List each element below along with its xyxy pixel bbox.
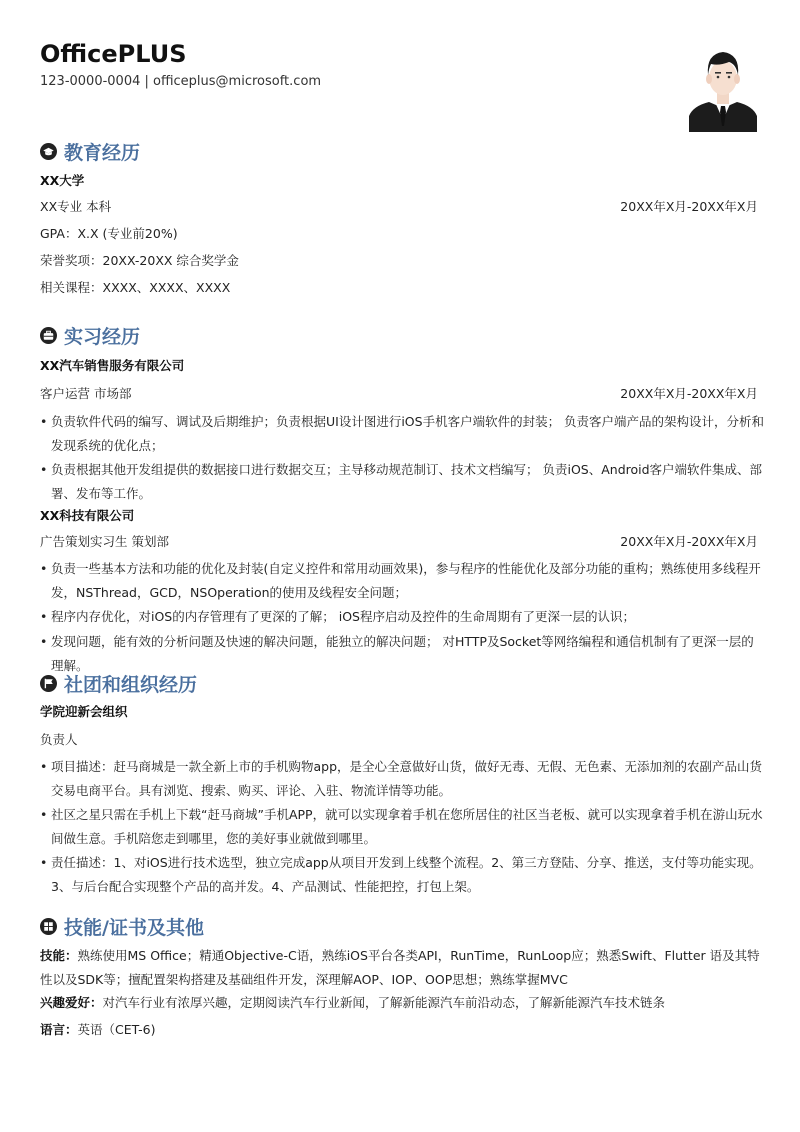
education-date: 20XX年X月-20XX年X月 [620,199,758,214]
job-role: 客户运营 市场部 [40,386,132,401]
club-role: 负责人 [40,732,78,747]
section-skills-title [40,913,204,940]
section-heading-text: 技能/证书及其他 [64,917,204,939]
section-heading-text: 实习经历 [64,326,141,348]
grid-icon [40,918,57,935]
job-date: 20XX年X月-20XX年X月 [620,386,758,401]
list-item: • 负责软件代码的编写、调试及后期维护；负责根据UI设计图进行iOS手机客户端软件的封装； 负责客户端产品的架构设计，分析和发现系统的优化点； [40,414,765,453]
honors: 荣誉奖项：20XX-20XX 综合奖学金 [40,253,239,268]
avatar-portrait-icon [689,42,757,132]
company-name: XX汽车销售服务有限公司 [40,358,185,373]
list-item: • 责任描述：1、对iOS进行技术选型，独立完成app从项目开发到上线整个流程。2、第三方登陆、分享、推送，支付等功能实现。3、与后台配合实现整个产品的高并发。4、产品测试、性能把控，打包上架。 [40,855,762,894]
courses: 相关课程：XXXX、XXXX、XXXX [40,280,231,295]
list-item: • 负责一些基本方法和功能的优化及封装(自定义控件和常用动画效果)，参与程序的性能优化及部分功能的重构；熟练使用多线程开发，NSThread，GCD，NSOperation的使用及线程安全问题； [40,561,761,600]
school-name: XX大学 [40,173,85,188]
section-club-title [40,670,197,697]
list-item: • 社区之星只需在手机上下载“赶马商城”手机APP，就可以实现拿着手机在您所居住的社区当老板、就可以实现拿着手机在游山玩水间做生意。手机陪您走到哪里，您的美好事业就做到哪里。 [40,807,763,846]
organization-name: 学院迎新会组织 [40,704,128,719]
skills-item: 技能：熟练使用MS Office；精通Objective-C语，熟练iOS平台各类API，RunTime，RunLoop应；熟悉Swift、Flutter 语及其特性以及SDK等；擅配置架构搭建及基础组件开发，深理解AOP、IOP、OOP思想；熟练掌握MVC [40,948,760,987]
section-internship-title [40,322,140,349]
list-item: • 程序内存优化，对iOS的内存管理有了更深的了解； iOS程序启动及控件的生命周期有了更深一层的认识； [40,609,635,624]
job-role: 广告策划实习生 策划部 [40,534,169,549]
candidate-name: OfficePLUS [40,40,187,68]
company-name: XX科技有限公司 [40,508,135,523]
language-item: 语言：英语（CET-6) [40,1022,156,1037]
list-item: • 发现问题，能有效的分析问题及快速的解决问题，能独立的解决问题； 对HTTP及Socket等网络编程和通信机制有了更深一层的理解。 [40,634,754,673]
section-heading-text: 社团和组织经历 [64,674,198,696]
section-heading-text: 教育经历 [64,142,141,164]
interests-item: 兴趣爱好：对汽车行业有浓厚兴趣，定期阅读汽车行业新闻，了解新能源汽车前沿动态，了解新能源汽车技术链条 [40,995,666,1010]
list-item: • 负责根据其他开发组提供的数据接口进行数据交互；主导移动规范制订、技术文档编写； 负责iOS、Android客户端软件集成、部署、发布等工作。 [40,462,763,501]
section-education-title [40,138,140,165]
avatar [689,42,757,132]
major: XX专业 本科 [40,199,112,214]
contact-info: 123-0000-0004 | officeplus@microsoft.com [40,74,322,89]
gpa: GPA：X.X (专业前20%) [40,226,178,241]
job-date: 20XX年X月-20XX年X月 [620,534,758,549]
list-item: • 项目描述：赶马商城是一款全新上市的手机购物app，是全心全意做好山货，做好无毒、无假、无色素、无添加剂的农副产品山货交易电商平台。具有浏览、搜索、购买、评论、入驻、物流详情等功能。 [40,759,763,798]
graduation-cap-icon [40,143,57,160]
flag-icon [40,675,57,692]
briefcase-icon [40,327,57,344]
